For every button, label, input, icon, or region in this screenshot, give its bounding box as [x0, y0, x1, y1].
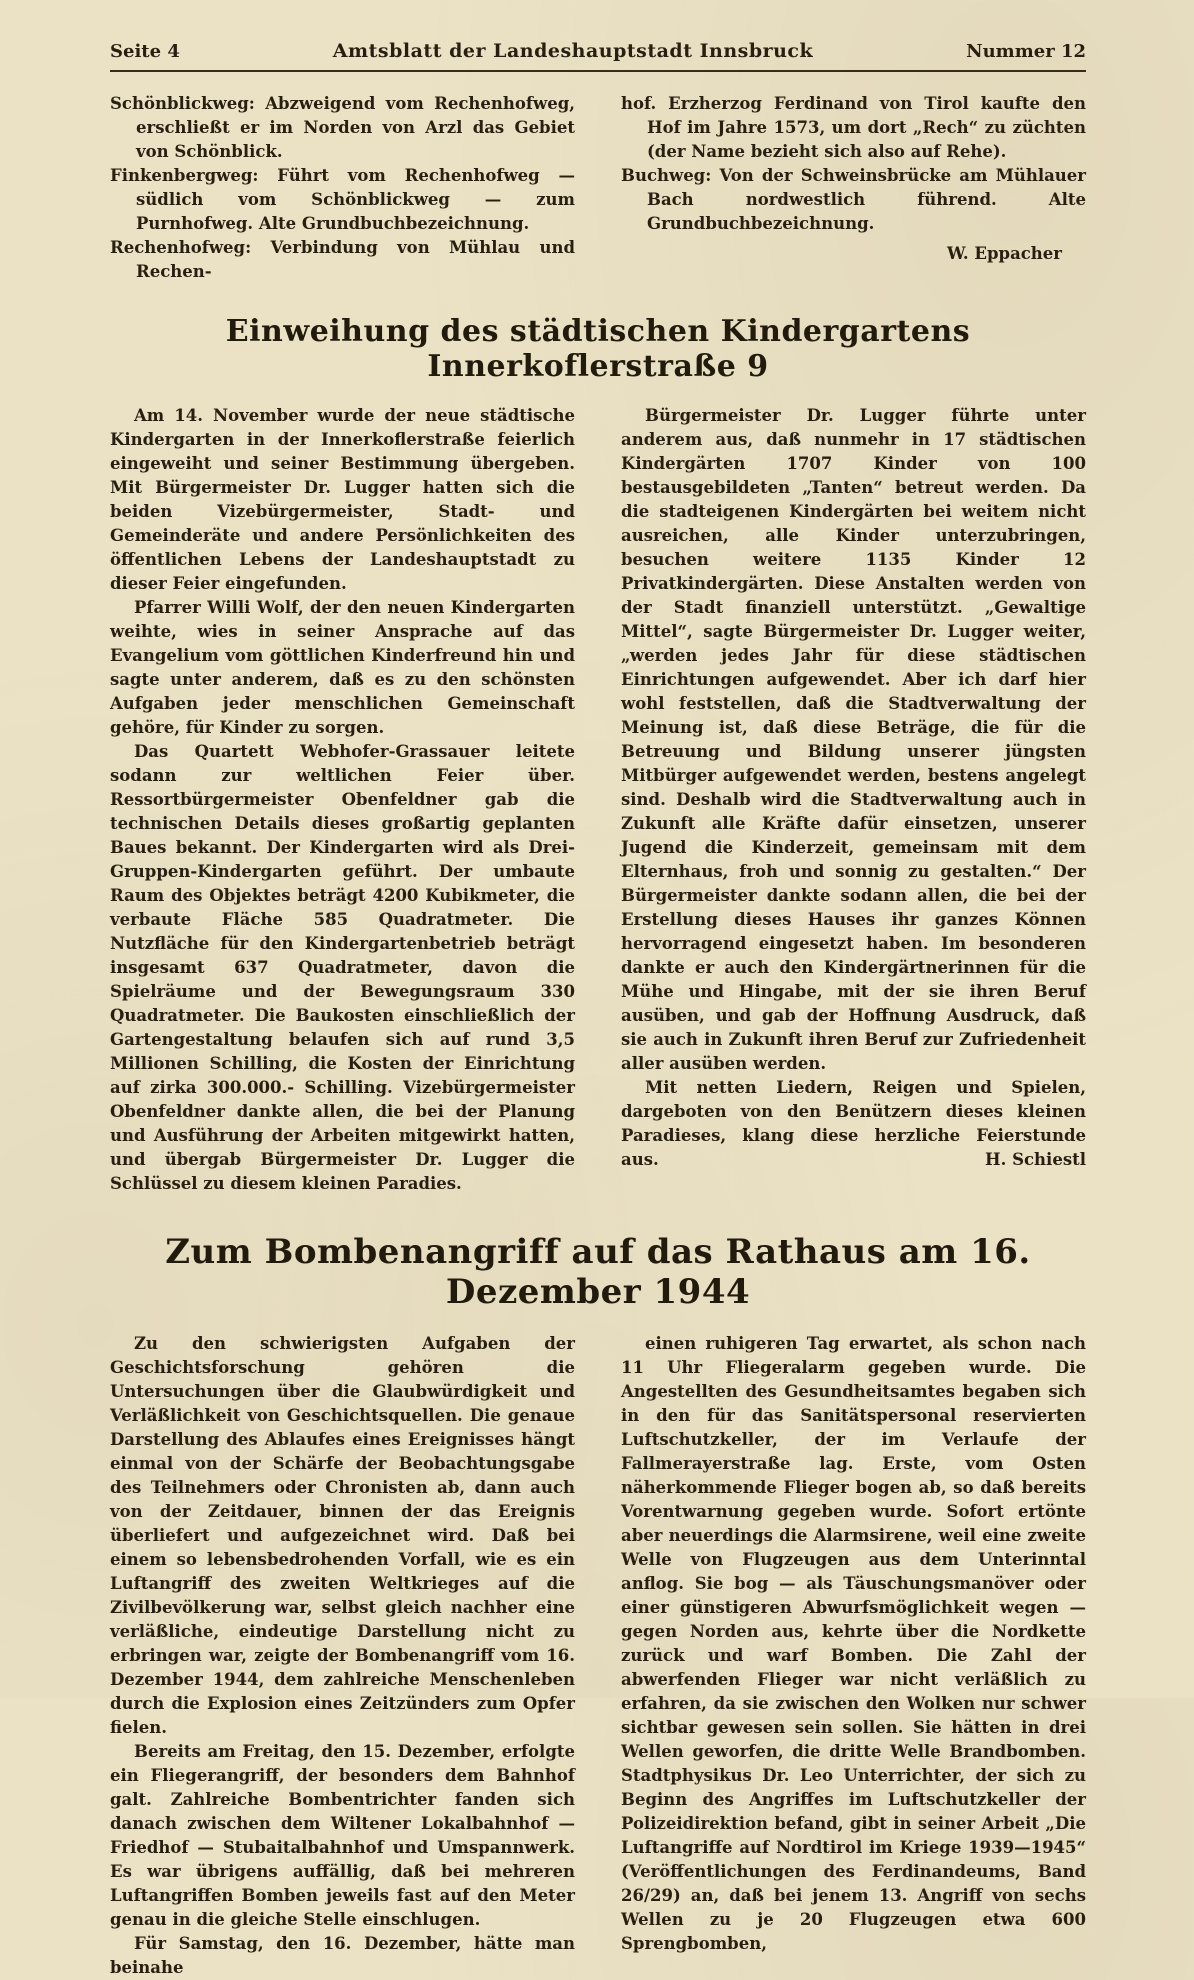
paragraph: Bereits am Freitag, den 15. Dezember, erfolgte ein Fliegerangriff, der besonders dem Bahnhof galt. Zahlreiche Bombentrichter fanden sich danach zwischen dem Wiltener Lokalbahnhof — Friedhof — Stubaitalbahnhof und Umspannwerk. Es war übrigens auffällig, daß bei mehreren Luftangriffen Bomben jeweils fast auf den Meter genau in die gleiche Stelle einschlugen.	[110, 1742, 575, 1929]
header-divider	[110, 70, 1086, 72]
article-title-bombing: Zum Bombenangriff auf das Rathaus am 16. Dezember 1944	[165, 1232, 1031, 1312]
street-description: hof. Erzherzog Ferdinand von Tirol kaufte den Hof im Jahre 1573, um dort „Rech“ zu züchten (der Name bezieht sich also auf Rehe).	[621, 94, 1086, 161]
street-glossary-section	[110, 92, 1086, 284]
paragraph: Für Samstag, den 16. Dezember, hätte man beinahe	[110, 1934, 575, 1977]
article-right-column	[621, 404, 1086, 1196]
article-right-column	[621, 1332, 1086, 1980]
street-name: Finkenbergweg:	[110, 166, 259, 185]
street-name: Rechenhofweg:	[110, 238, 252, 257]
street-description: Von der Schweinsbrücke am Mühlauer Bach nordwestlich führend. Alte Grundbuchbezeichnung.	[647, 166, 1086, 233]
paragraph: einen ruhigeren Tag erwartet, als schon nach 11 Uhr Fliegeralarm gegeben wurde. Die Angestellten des Gesundheitsamtes begaben sich in den für das Sanitätspersonal reservierten Luftschutzkeller, der im Verlaufe der Fallmerayerstraße lag. Erste, vom Osten näherkommende Flieger bogen ab, so daß bereits Vorentwarnung gegeben wurde. Sofort ertönte aber neuerdings die Alarmsirene, weil eine zweite Welle von Flugzeugen aus dem Unterinntal anflog. Sie bog — als Täuschungsmanöver oder einer günstigeren Abwurfsmöglichkeit wegen — gegen Norden aus, kehrte über die Nordkette zurück und warf Bomben. Die Zahl der abwerfenden Flieger war nicht verläßlich zu erfahren, da sie zwischen den Wolken nur schwer sichtbar gewesen sein sollen. Sie hätten in drei Wellen geworfen, die dritte Welle Brandbomben. Stadtphysikus Dr. Leo Unterrichter, der sich zu Beginn des Angriffes im Luftschutzkeller der Polizeidirektion befand, gibt in seiner Arbeit „Die Luftangriffe auf Nordtirol im Kriege 1939—1945“ (Veröffentlichungen des Ferdinandeums, Band 26/29) an, daß bei jenem 13. Angriff von sechs Wellen zu je 20 Flugzeugen etwa 600 Sprengbomben,	[621, 1334, 1086, 1953]
street-right-column	[621, 92, 1086, 284]
street-description: Verbindung von Mühlau und Rechen-	[136, 238, 575, 281]
paragraph-text: Mit netten Liedern, Reigen und Spielen, dargeboten von den Benützern dieses kleinen Paradieses, klang diese herzliche Feierstunde aus.	[621, 1078, 1086, 1169]
street-entry-continuation	[621, 92, 1086, 164]
article-left-column	[110, 404, 575, 1196]
article-kindergarten-body	[110, 404, 1086, 1196]
author-signature: H. Schiestl	[985, 1150, 1086, 1169]
issue-number: Nummer 12	[966, 41, 1086, 62]
page-header	[110, 40, 1086, 62]
street-description: Abzweigend vom Rechenhofweg, erschließt er im Norden von Arzl das Gebiet von Schönblick.	[136, 94, 575, 161]
newspaper-title: Amtsblatt der Landeshauptstadt Innsbruck	[332, 40, 814, 62]
article-left-column	[110, 1332, 575, 1980]
street-entry	[110, 236, 575, 284]
paragraph-with-signature	[621, 1076, 1086, 1172]
author-signature: W. Eppacher	[946, 244, 1062, 263]
paragraph: Zu den schwierigsten Aufgaben der Geschichtsforschung gehören die Untersuchungen über die Glaubwürdigkeit und Verläßlichkeit von Geschichtsquellen. Die genaue Darstellung des Ablaufes eines Ereignisses hängt einmal von der Schärfe der Beobachtungsgabe des Teilnehmers oder Chronisten ab, dann auch von der Zeitdauer, binnen der das Ereignis überliefert und aufgezeichnet wird. Daß bei einem so lebensbedrohenden Vorfall, wie es ein Luftangriff des zweiten Weltkrieges auf die Zivilbevölkerung war, selbst gleich nachher eine verläßliche, eindeutige Darstellung nicht zu erbringen war, zeigte der Bombenangriff vom 16. Dezember 1944, dem zahlreiche Menschenleben durch die Explosion eines Zeitzünders zum Opfer fielen.	[110, 1334, 575, 1737]
street-name: Schönblickweg:	[110, 94, 255, 113]
paragraph: Am 14. November wurde der neue städtische Kindergarten in der Innerkoflerstraße feierlich eingeweiht und seiner Bestimmung übergeben. Mit Bürgermeister Dr. Lugger hatten sich die beiden Vizebürgermeister, Stadt- und Gemeinderäte und andere Persönlichkeiten des öffentlichen Lebens der Landeshauptstadt zu dieser Feier eingefunden.	[110, 406, 575, 593]
street-entry	[621, 164, 1086, 236]
article-title-kindergarten: Einweihung des städtischen Kindergartens Innerkoflerstraße 9	[225, 314, 971, 384]
paragraph: Pfarrer Willi Wolf, der den neuen Kindergarten weihte, wies in seiner Ansprache auf das Evangelium vom göttlichen Kinderfreund hin und sagte unter anderem, daß es zu den schönsten Aufgaben jeder menschlichen Gemeinschaft gehöre, für Kinder zu sorgen.	[110, 598, 575, 737]
paragraph: Das Quartett Webhofer-Grassauer leitete sodann zur weltlichen Feier über. Ressortbürgermeister Obenfeldner gab die technischen Details dieses großartig geplanten Baues bekannt. Der Kindergarten wird als Drei-Gruppen-Kindergarten geführt. Der umbaute Raum des Objektes beträgt 4200 Kubikmeter, die verbaute Fläche 585 Quadratmeter. Die Nutzfläche für den Kindergartenbetrieb beträgt insgesamt 637 Quadratmeter, davon die Spielräume und der Bewegungsraum 330 Quadratmeter. Die Baukosten einschließlich der Gartengestaltung belaufen sich auf rund 3,5 Millionen Schilling, die Kosten der Einrichtung auf zirka 300.000.- Schilling. Vizebürgermeister Obenfeldner dankte allen, die bei der Planung und Ausführung der Arbeiten mitgewirkt hatten, und übergab Bürgermeister Dr. Lugger die Schlüssel zu diesem kleinen Paradies.	[110, 742, 575, 1193]
paragraph: Bürgermeister Dr. Lugger führte unter anderem aus, daß nunmehr in 17 städtischen Kindergärten 1707 Kinder von 100 bestausgebildeten „Tanten“ betreut werden. Da die stadteigenen Kindergärten bei weitem nicht ausreichen, alle Kinder unterzubringen, besuchen weitere 1135 Kinder 12 Privatkindergärten. Diese Anstalten werden von der Stadt finanziell unterstützt. „Gewaltige Mittel“, sagte Bürgermeister Dr. Lugger weiter, „werden jedes Jahr für diese städtischen Einrichtungen aufgewendet. Aber ich darf hier wohl feststellen, daß die Stadtverwaltung der Meinung ist, daß diese Beträge, die für die Betreuung und Bildung unserer jüngsten Mitbürger aufgewendet werden, bestens angelegt sind. Deshalb wird die Stadtverwaltung auch in Zukunft alle Kräfte dafür einsetzen, unserer Jugend die Kinderzeit, gemeinsam mit dem Elternhaus, froh und sonnig zu gestalten.“ Der Bürgermeister dankte sodann allen, die bei der Erstellung dieses Hauses ihr ganzes Können hervorragend eingesetzt haben. Im besonderen dankte er auch den Kindergärtnerinnen für die Mühe und Hingabe, mit der sie ihren Beruf ausüben, und gab der Hoffnung Ausdruck, daß sie auch in Zukunft ihren Beruf zur Zufriedenheit aller ausüben werden.	[621, 406, 1086, 1073]
street-entry	[110, 92, 575, 164]
street-left-column	[110, 92, 575, 284]
article-bombing-body	[110, 1332, 1086, 1980]
street-name: Buchweg:	[621, 166, 712, 185]
page-number: Seite 4	[110, 41, 180, 62]
street-description: Führt vom Rechenhofweg — südlich vom Schönblickweg — zum Purnhofweg. Alte Grundbuchbezeichnung.	[136, 166, 575, 233]
street-entry	[110, 164, 575, 236]
